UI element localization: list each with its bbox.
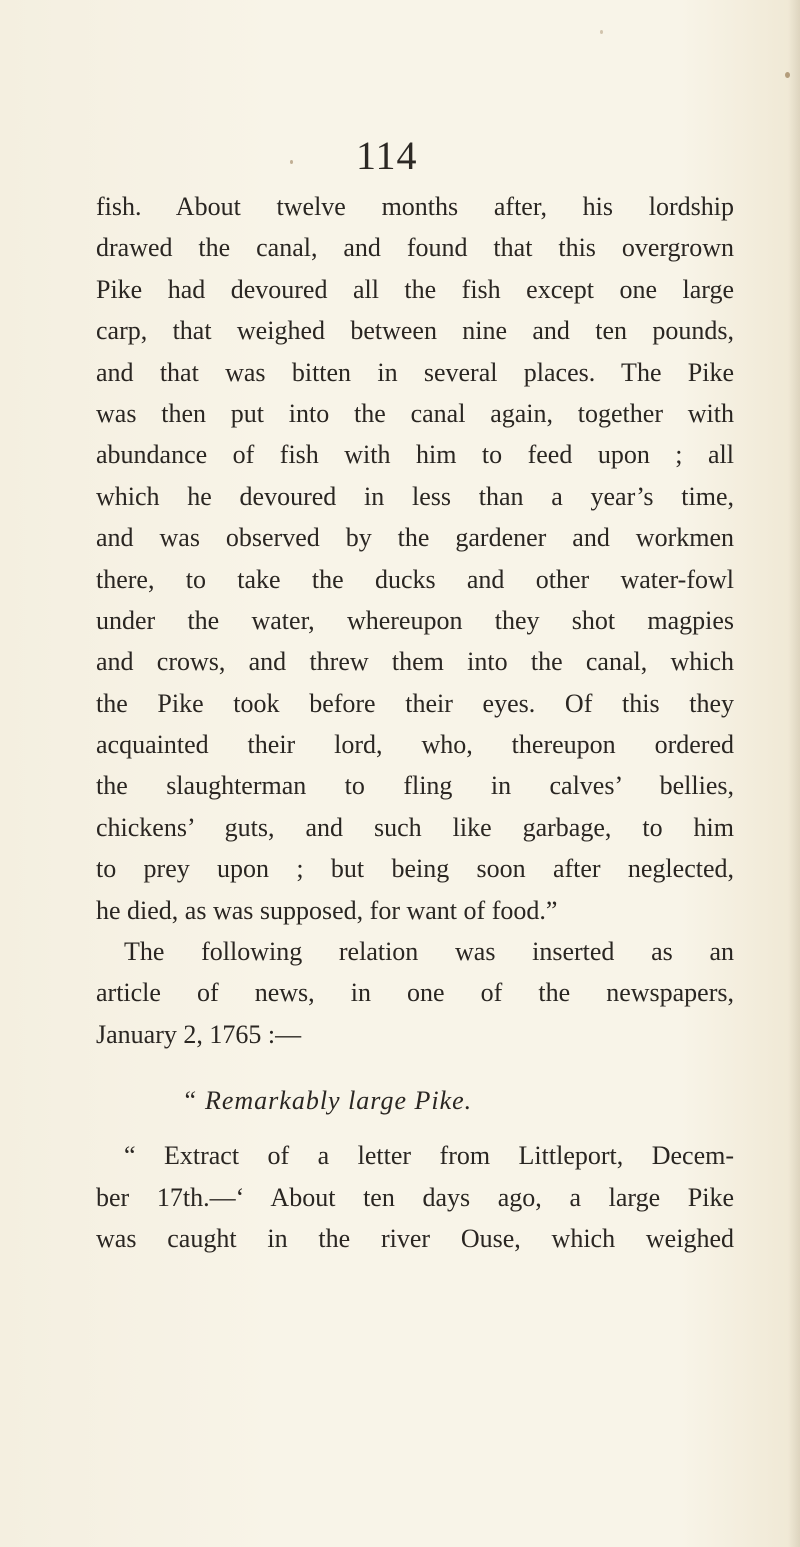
text-line: he died, as was supposed, for want of food.” [96, 895, 558, 925]
ink-speck [290, 160, 293, 164]
text-line: was caught in the river Ouse, which weighed [96, 1223, 734, 1253]
text-line: The following relation was inserted as an [124, 937, 734, 967]
text-line: the slaughterman to fling in calves’ bellies, [96, 771, 734, 801]
text-line: and crows, and threw them into the canal, which [96, 647, 734, 677]
body-text [96, 186, 734, 1259]
text-line: was then put into the canal again, together with [96, 398, 734, 428]
text-line: under the water, whereupon they shot magpies [96, 605, 734, 635]
text-line: January 2, 1765 :— [96, 1019, 302, 1049]
section-heading: “ Remarkably large Pike. [182, 1086, 473, 1116]
text-line: there, to take the ducks and other water-fowl [96, 564, 734, 594]
text-line: “ Extract of a letter from Littleport, Decem- [124, 1141, 734, 1171]
text-line: to prey upon ; but being soon after neglected, [96, 854, 734, 884]
ink-speck [600, 30, 603, 34]
text-line: which he devoured in less than a year’s time, [96, 481, 734, 511]
text-line: abundance of fish with him to feed upon ; all [96, 440, 734, 470]
text-line: article of news, in one of the newspapers, [96, 978, 734, 1008]
page-edge-shadow [788, 0, 800, 1547]
text-line: Pike had devoured all the fish except one large [96, 274, 734, 304]
page-number: 114 [356, 133, 418, 178]
text-line: drawed the canal, and found that this overgrown [96, 233, 734, 263]
text-line: and that was bitten in several places. The Pike [96, 357, 734, 387]
text-line: chickens’ guts, and such like garbage, to him [96, 812, 734, 842]
ink-speck [785, 72, 790, 78]
text-line: the Pike took before their eyes. Of this they [96, 688, 734, 718]
text-line: and was observed by the gardener and workmen [96, 523, 734, 553]
text-line: fish. About twelve months after, his lordship [96, 192, 734, 221]
text-line: ber 17th.—‘ About ten days ago, a large Pike [96, 1182, 734, 1212]
text-line: carp, that weighed between nine and ten pounds, [96, 316, 734, 346]
text-line: acquainted their lord, who, thereupon ordered [96, 730, 734, 760]
